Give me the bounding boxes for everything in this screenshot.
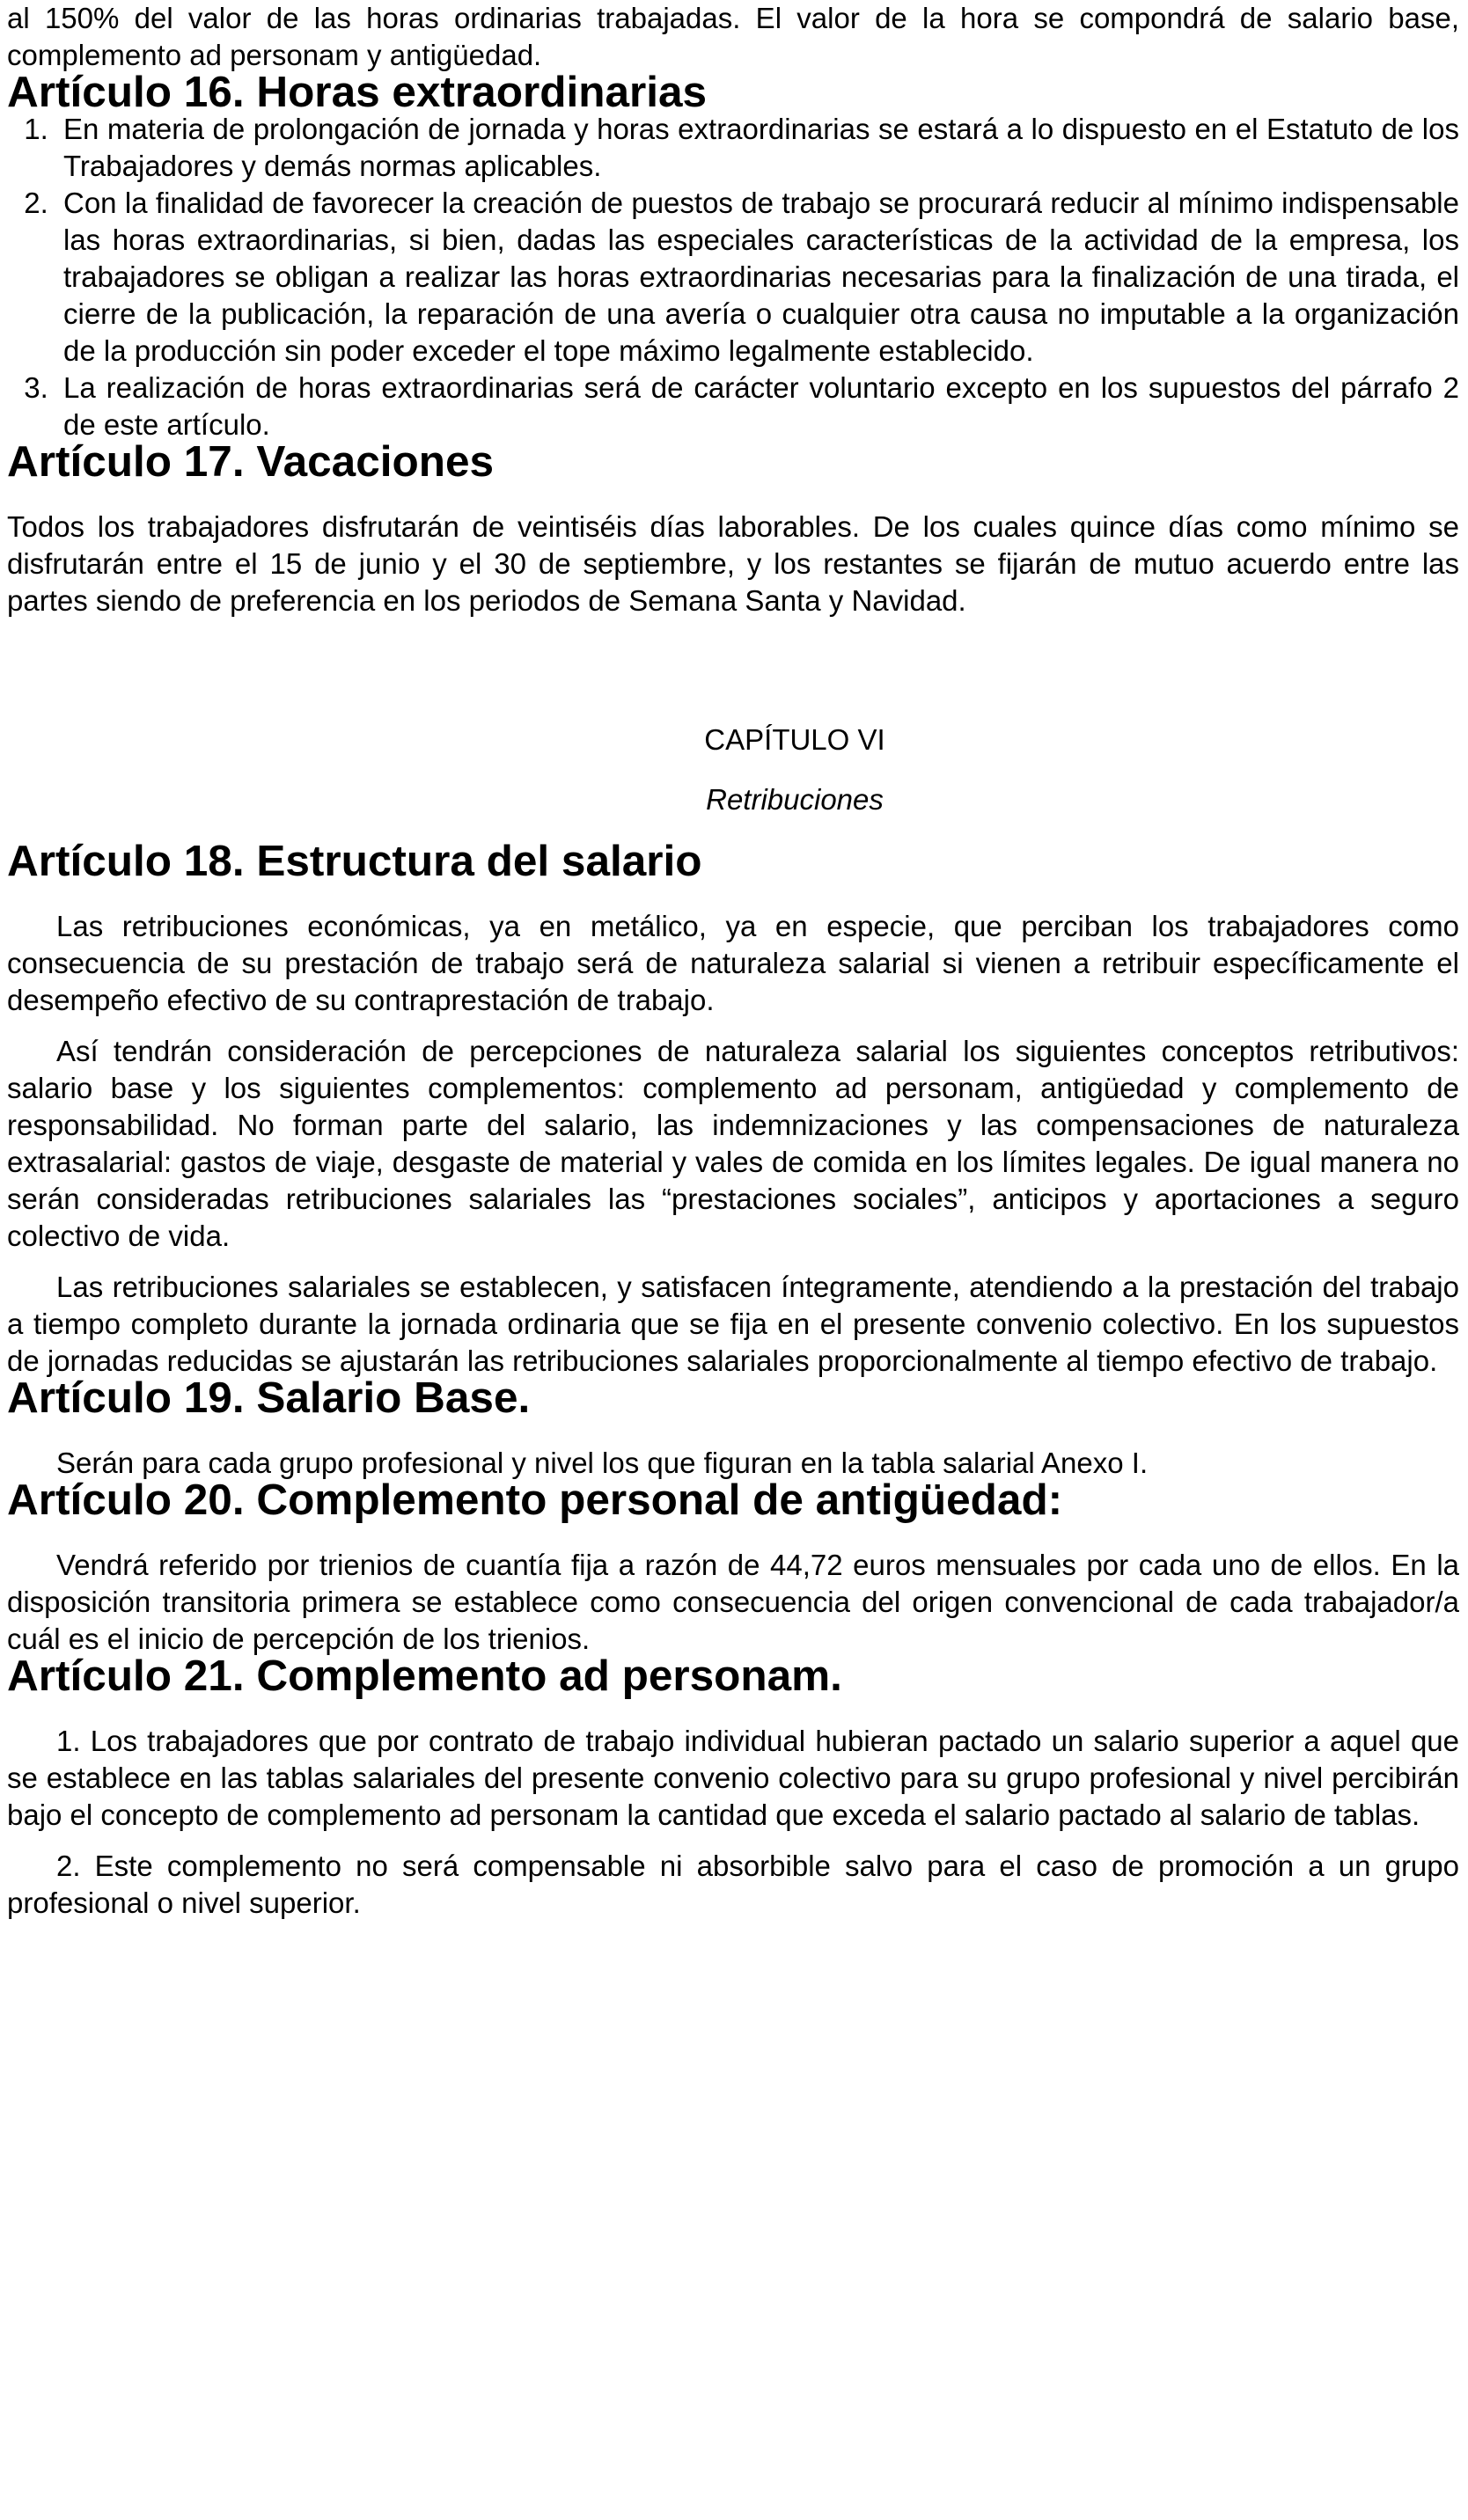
chapter-subtitle: Retribuciones (706, 783, 884, 816)
chapter-title: CAPÍTULO VI (704, 723, 885, 756)
article-21-title: Artículo 21. Complemento ad personam. (7, 1652, 842, 1700)
article-20-paragraph: Vendrá referido por trienios de cuantía fija a razón de 44,72 euros mensuales por cada uno de ellos. En la disposición transitoria primera se establece como consecuencia del origen convencional de cada trabajador/a cuál es el inicio de percepción de los trienios. (7, 1549, 1459, 1655)
article-16-list (7, 111, 1459, 443)
article-21-paragraph-1: 1. Los trabajadores que por contrato de trabajo individual hubieran pactado un salario superior a aquel que se establece en las tablas salariales del presente convenio colectivo para su grupo profesional y nivel percibirán bajo el concepto de complemento ad personam la cantidad que exceda el salario pactado al salario de tablas. (7, 1725, 1459, 1831)
article-19-title: Artículo 19. Salario Base. (7, 1374, 531, 1422)
article-17-paragraph: Todos los trabajadores disfrutarán de veintiséis días laborables. De los cuales quince días como mínimo se disfrutarán entre el 15 de junio y el 30 de septiembre, y los restantes se fijarán de mutuo acuerdo entre las partes siendo de preferencia en los periodos de Semana Santa y Navidad. (7, 510, 1459, 617)
article-18-paragraph-1: Las retribuciones económicas, ya en metálico, ya en especie, que perciban los trabajadores como consecuencia de su prestación de trabajo será de naturaleza salarial si vienen a retribuir específicamente el desempeño efectivo de su contraprestación de trabajo. (7, 910, 1459, 1016)
article-18-paragraph-2: Así tendrán consideración de percepciones de naturaleza salarial los siguientes conceptos retributivos: salario base y los siguientes complementos: complemento ad personam, antigüedad y complemento de responsabilidad. No forman parte del salario, las indemnizaciones y las compensaciones de naturaleza extrasalarial: gastos de viaje, desgaste de material y vales de comida en los límites legales. De igual manera no serán consideradas retribuciones salariales las “prestaciones sociales”, anticipos y aportaciones a seguro colectivo de vida. (7, 1035, 1459, 1252)
article-18-title: Artículo 18. Estructura del salario (7, 837, 702, 885)
article-16-item-3: 3. La realización de horas extraordinarias será de carácter voluntario excepto en los supuestos del párrafo 2 de este artículo. (56, 370, 1459, 443)
article-21-paragraph-2: 2. Este complemento no será compensable ni absorbible salvo para el caso de promoción a un grupo profesional o nivel superior. (7, 1850, 1459, 1919)
article-20-title: Artículo 20. Complemento personal de antigüedad: (7, 1476, 1063, 1524)
article-17-title: Artículo 17. Vacaciones (7, 437, 495, 486)
article-16-item-2: 2. Con la finalidad de favorecer la creación de puestos de trabajo se procurará reducir al mínimo indispensable las horas extraordinarias, si bien, dadas las especiales características de la actividad de la empresa, los trabajadores se obligan a realizar las horas extraordinarias necesarias para la finalización de una tirada, el cierre de la publicación, la reparación de una avería o cualquier otra causa no imputable a la organización de la producción sin poder exceder el tope máximo legalmente establecido. (56, 185, 1459, 370)
document-page (7, 0, 1459, 1922)
article-16-item-1: 1. En materia de prolongación de jornada y horas extraordinarias se estará a lo dispuesto en el Estatuto de los Trabajadores y demás normas aplicables. (56, 111, 1459, 185)
article-18-paragraph-3: Las retribuciones salariales se establecen, y satisfacen íntegramente, atendiendo a la prestación del trabajo a tiempo completo durante la jornada ordinaria que se fija en el presente convenio colectivo. En los supuestos de jornadas reducidas se ajustarán las retribuciones salariales proporcionalmente al tiempo efectivo de trabajo. (7, 1271, 1459, 1377)
article-19-paragraph: Serán para cada grupo profesional y nivel los que figuran en la tabla salarial Anexo I. (56, 1447, 1149, 1479)
article-16-title: Artículo 16. Horas extraordinarias (7, 68, 708, 116)
intro-paragraph: al 150% del valor de las horas ordinarias trabajadas. El valor de la hora se compondrá de salario base, complemento ad personam y antigüedad. (7, 2, 1459, 71)
